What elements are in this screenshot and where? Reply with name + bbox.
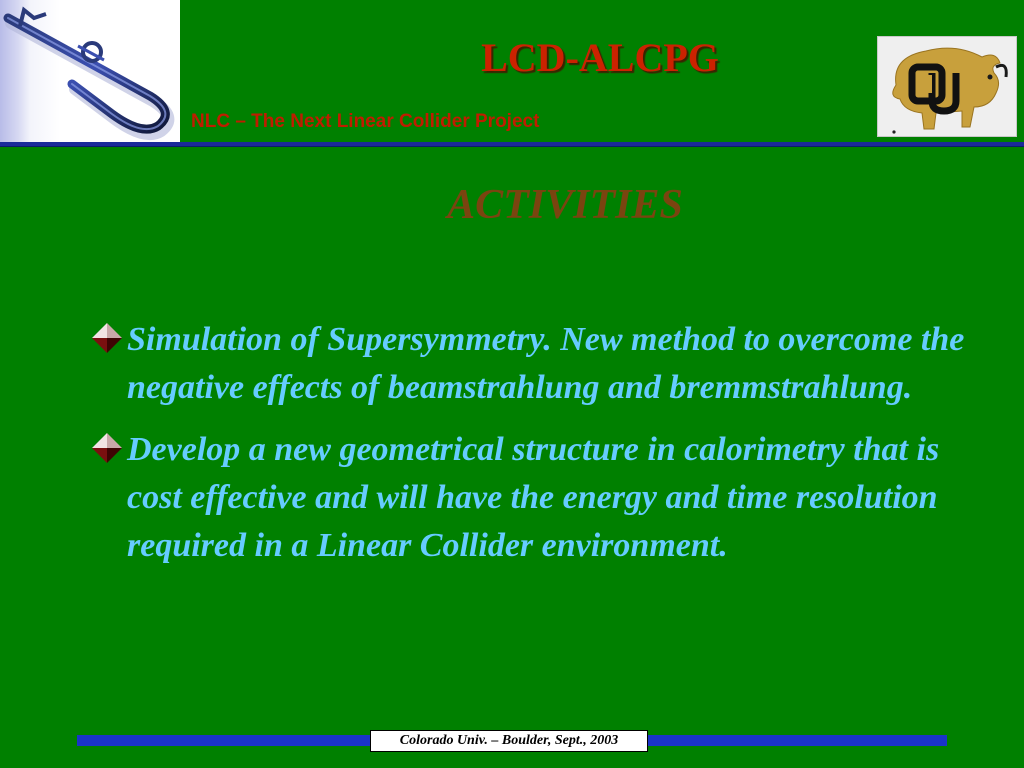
- page-title: LCD-ALCPG: [481, 35, 719, 80]
- list-item-text: Simulation of Supersymmetry. New method to overcome the negative effects of beamstrahlung and bremmstrahlung.: [127, 321, 965, 406]
- diamond-bullet-icon: [90, 321, 124, 355]
- list-item-text: Develop a new geometrical structure in calorimetry that is cost effective and will have the energy and time resolution required in a Linear Collider environment.: [127, 431, 940, 564]
- linear-collider-logo: [0, 0, 180, 144]
- header-divider: [0, 142, 1024, 147]
- list-item: [90, 316, 970, 412]
- linear-collider-logo-icon: [0, 0, 180, 144]
- diamond-bullet-icon: [90, 431, 124, 465]
- activity-list: [90, 316, 970, 584]
- footer-label: Colorado Univ. – Boulder, Sept., 2003: [370, 730, 648, 752]
- section-title: ACTIVITIES: [447, 182, 683, 228]
- page-subtitle: NLC – The Next Linear Collider Project: [191, 111, 540, 132]
- list-item: [90, 426, 970, 570]
- cu-buffalo-logo: [877, 36, 1017, 137]
- cu-buffalo-logo-icon: [878, 37, 1017, 137]
